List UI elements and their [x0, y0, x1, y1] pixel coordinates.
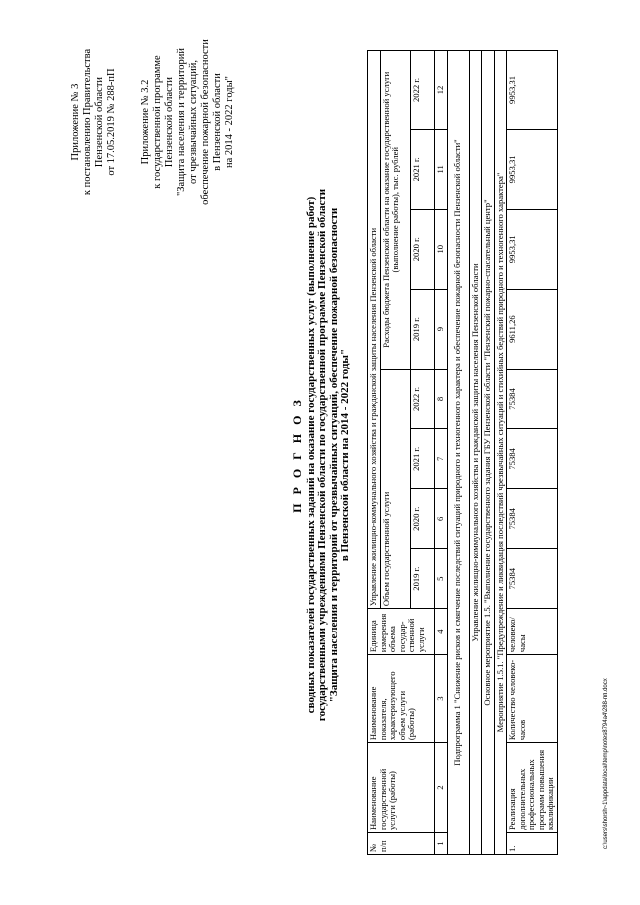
title-main: П Р О Г Н О З: [290, 397, 304, 513]
header-year: 2019 г.: [410, 549, 434, 609]
column-number: 4: [434, 609, 447, 655]
row-volume-2019: 75384: [507, 549, 558, 609]
row-unit: человеко/ часы: [507, 609, 558, 655]
header-costs: Расходы бюджета Пензенской области на оказание государственной услуги (выполнение работы), тыс. рублей: [380, 51, 410, 370]
main-event-row: Основное мероприятие 1.5. "Выполнение государственного задания ГБУ Пензенской области "Пензенский пожарно-спасательный центр": [482, 51, 495, 855]
appendix-decree-line: Приложение № 3: [70, 83, 81, 161]
header-year: 2022 г.: [410, 369, 434, 429]
row-cost-2020: 9953,31: [507, 209, 558, 289]
document-title: [292, 135, 352, 775]
title-line: "Защита населения и территорий от чрезвычайных ситуаций, обеспечение пожарной безопасности: [327, 207, 340, 703]
appendix-program-line: от чрезвычайных ситуаций,: [188, 60, 199, 184]
row-cost-2021: 9953,31: [507, 129, 558, 209]
row-volume-2022: 75384: [507, 369, 558, 429]
header-unit: Единица измерения объема государ-ственной услуги: [368, 609, 435, 655]
row-indicator: Количество человеко-часов: [507, 655, 558, 743]
column-number: 11: [434, 129, 447, 209]
column-numbers-row: [434, 51, 447, 855]
row-service: Реализация дополнительных профессиональных программ повышения квалификации: [507, 743, 558, 833]
appendix-decree-line: от 17.05.2019 № 288-пП: [106, 68, 117, 176]
ministry-row: Управление жилищно-коммунального хозяйства и гражданской защиты населения Пензенской области: [469, 51, 482, 855]
column-number: 8: [434, 369, 447, 429]
header-year: 2020 г.: [410, 209, 434, 289]
header-service: Наименование государственной услуги (работы): [368, 743, 435, 833]
title-line: сводных показателей государственных заданий на оказание государственных услуг (выполнение работ): [304, 196, 317, 714]
header-num: № п/п: [368, 833, 435, 855]
appendix-program-line: Приложение № 3.2: [140, 79, 151, 165]
row-volume-2021: 75384: [507, 429, 558, 489]
appendix-program-block: [140, 17, 236, 227]
column-number: 9: [434, 289, 447, 369]
forecast-table: [367, 50, 558, 855]
header-volume: Объем государственной услуги: [380, 369, 410, 609]
header-year: 2022 г.: [410, 51, 434, 130]
column-number: 7: [434, 429, 447, 489]
row-cost-2019: 9611,26: [507, 289, 558, 369]
row-cost-2022: 9953,31: [507, 51, 558, 130]
header-year: 2021 г.: [410, 429, 434, 489]
title-line: в Пензенской области на 2014 - 2022 годы": [339, 348, 351, 562]
file-path-footer: c:\users\shorsh~1\appdata\local\temp\notes8794a4\288-пп.docx: [603, 678, 609, 849]
column-number: 3: [434, 655, 447, 743]
appendix-program-line: в Пензенской области: [212, 73, 223, 171]
row-num: 1.: [507, 833, 558, 855]
title-line: государственными учреждениями Пензенской области по государственной программе Пензенской области: [316, 188, 328, 722]
column-number: 10: [434, 209, 447, 289]
event-row: Мероприятие 1.5.1. "Предупреждение и ликвидация последствий чрезвычайных ситуаций и стихийных бедствий природного и техногенного характера": [494, 51, 507, 855]
appendix-decree-line: к постановлению Правительства: [82, 48, 93, 196]
appendix-decree-block: [70, 17, 118, 227]
column-number: 12: [434, 51, 447, 130]
header-ministry: Управление жилищно-коммунального хозяйства и гражданской защиты населения Пензенской области: [368, 51, 381, 609]
column-number: 5: [434, 549, 447, 609]
appendix-decree-line: Пензенской области: [94, 76, 105, 168]
appendix-program-line: к государственной программе: [152, 55, 163, 189]
appendix-program-line: на 2014 - 2022 годы": [224, 76, 235, 168]
column-number: 6: [434, 489, 447, 549]
column-number: 2: [434, 743, 447, 833]
header-indicator: Наименование показателя, характеризующего объем услуги (работы): [368, 655, 435, 743]
row-volume-2020: 75384: [507, 489, 558, 549]
appendix-program-line: обеспечение пожарной безопасности: [200, 39, 211, 205]
appendix-program-line: "Защита населения и территорий: [176, 47, 187, 197]
header-year: 2019 г.: [410, 289, 434, 369]
appendix-program-line: Пензенской области: [164, 76, 175, 168]
column-number: 1: [434, 833, 447, 855]
header-year: 2021 г.: [410, 129, 434, 209]
subprogram-row: Подпрограмма 1 "Снижение рисков и смягчение последствий ситуаций природного и техногенного характера и обеспечение пожарной безопасности Пензенской области": [447, 51, 469, 855]
table-row: [507, 51, 558, 855]
header-year: 2020 г.: [410, 489, 434, 549]
